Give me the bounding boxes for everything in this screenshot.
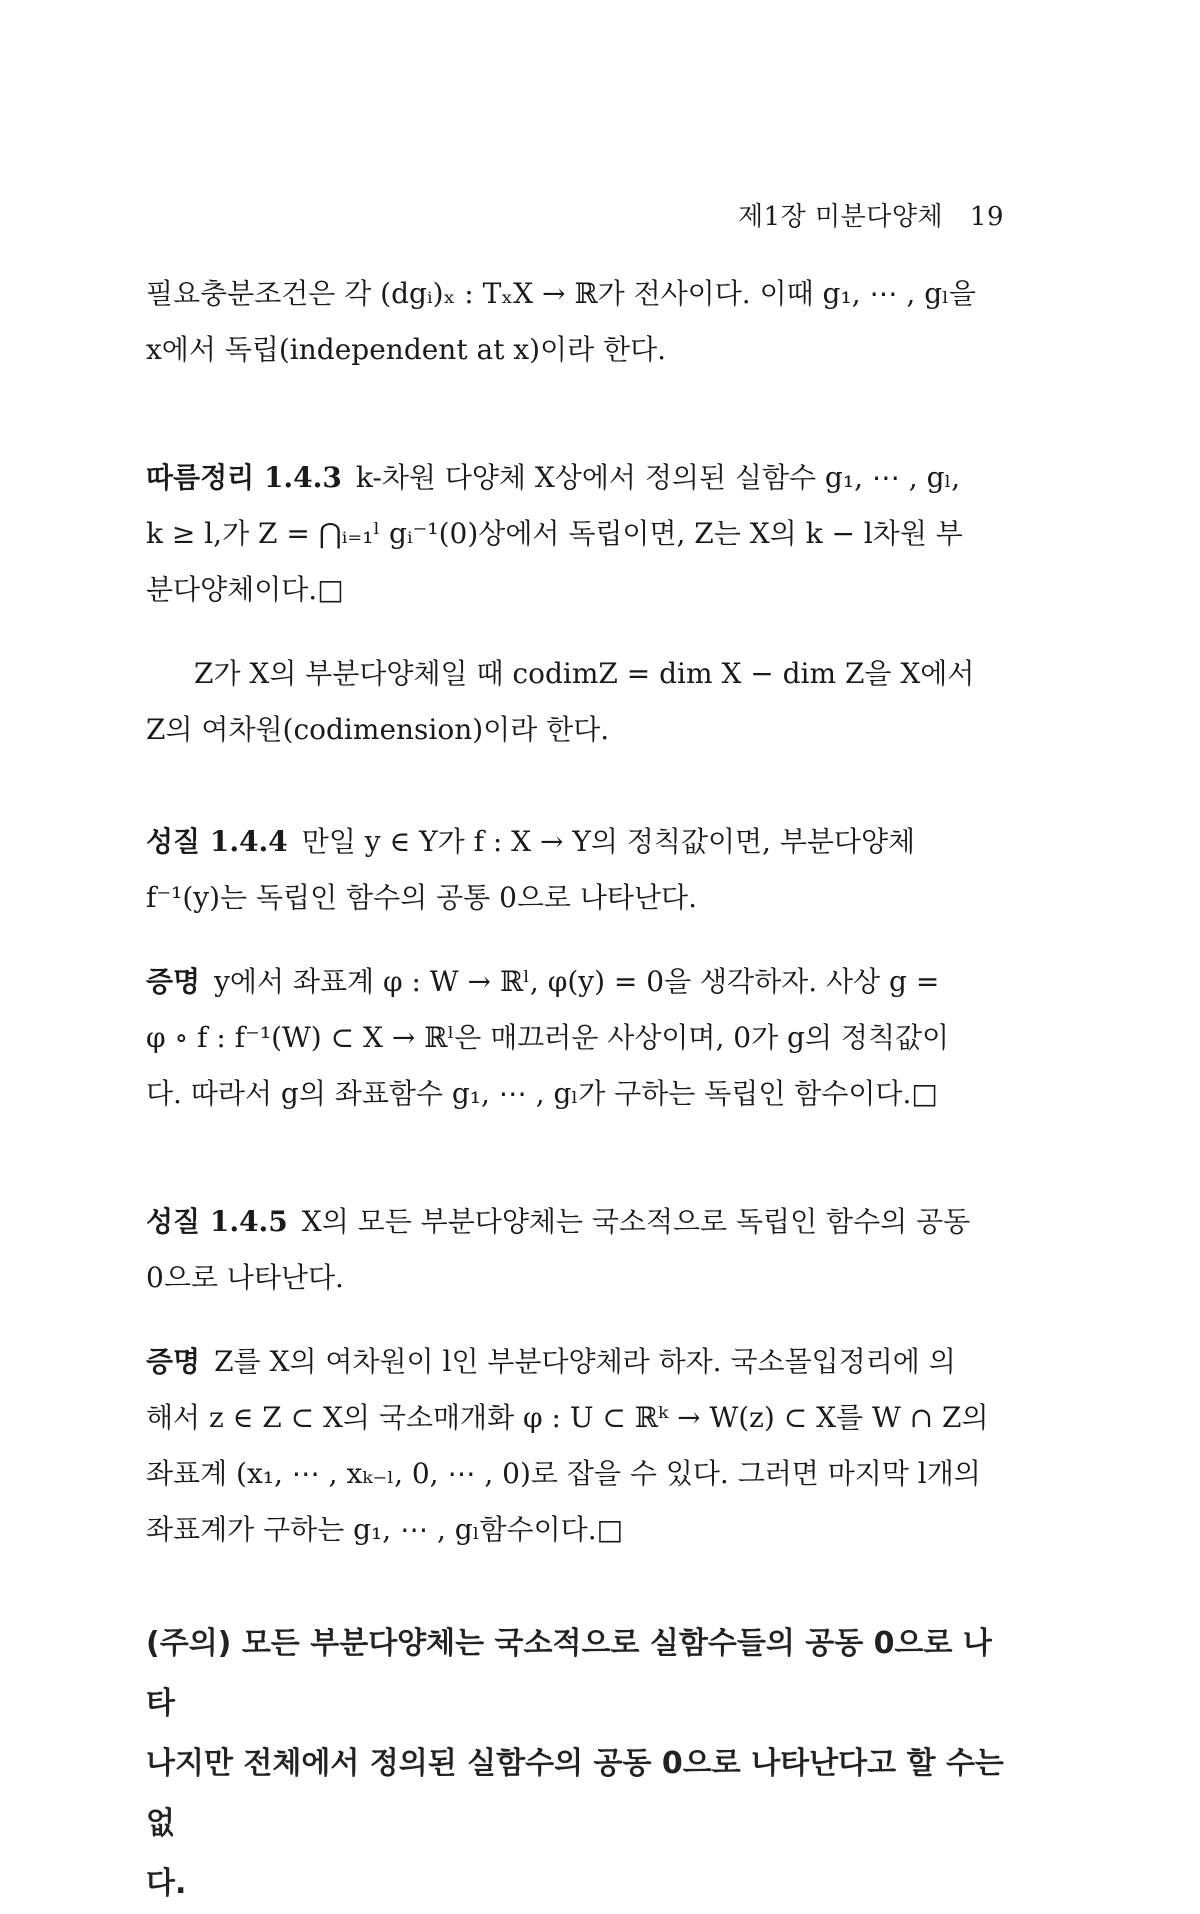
text-line: 성질 1.4.4 만일 y ∈ Y가 f : X → Y의 정칙값이면, 부분다양체 [146,825,916,858]
proof-label: 증명 [146,1345,201,1378]
text-line: (주의) 모든 부분다양체는 국소적으로 실함수들의 공동 0으로 나타 [146,1626,992,1721]
text-line: 0으로 나타난다. [146,1261,344,1294]
text-line: f⁻¹(y)는 독립인 함수의 공통 0으로 나타난다. [146,881,697,914]
property-label: 성질 1.4.4 [146,825,288,858]
proof-1-4-5 [146,1334,1016,1558]
text-line: Z가 X의 부분다양체일 때 codimZ = dim X − dim Z을 X에서 [194,657,975,690]
proof-1-4-4 [146,954,1016,1122]
text-line: 나지만 전체에서 정의된 실함수의 공동 0으로 나타난다고 할 수는 없 [146,1746,1004,1841]
text-line: x에서 독립(independent at x)이라 한다. [146,333,667,366]
text-line: 좌표계 (x₁, ⋯ , xₖ₋ₗ, 0, ⋯ , 0)로 잡을 수 있다. 그러면 마지막 l개의 [146,1457,981,1490]
text-line: k ≥ l,가 Z = ⋂ᵢ₌₁ˡ gᵢ⁻¹(0)상에서 독립이면, Z는 X의 k − l차원 부 [146,517,963,550]
paragraph-independence-definition [146,266,1016,378]
text-line: 분다양체이다.□ [146,573,344,606]
text-line: 따름정리 1.4.3 k-차원 다양체 X상에서 정의된 실함수 g₁, ⋯ , gₗ, [146,461,961,494]
property-1-4-5 [146,1194,1016,1306]
text-line: 다. [146,1866,187,1901]
corollary-1-4-3 [146,450,1016,618]
text-line: 증명 y에서 좌표계 φ : W → ℝˡ, φ(y) = 0을 생각하자. 사상 g = [146,965,940,998]
text-line: 증명 Z를 X의 여차원이 l인 부분다양체라 하자. 국소몰입정리에 의 [146,1345,956,1378]
text-line: 좌표계가 구하는 g₁, ⋯ , gₗ함수이다.□ [146,1513,624,1546]
text-line: 필요충분조건은 각 (dgᵢ)ₓ : TₓX → ℝ가 전사이다. 이때 g₁, ⋯ , gₗ을 [146,277,976,310]
text-line: φ ∘ f : f⁻¹(W) ⊂ X → ℝˡ은 매끄러운 사상이며, 0가 g의 정칙값이 [146,1021,950,1054]
text-line: 해서 z ∈ Z ⊂ X의 국소매개화 φ : U ⊂ ℝᵏ → W(z) ⊂ X를 W ∩ Z의 [146,1401,989,1434]
text-line: 다. 따라서 g의 좌표함수 g₁, ⋯ , gₗ가 구하는 독립인 함수이다.□ [146,1077,938,1110]
proof-label: 증명 [146,965,201,998]
page-body [146,266,1016,1914]
paragraph-codimension-definition [146,646,1016,758]
corollary-label: 따름정리 1.4.3 [146,461,342,494]
property-label: 성질 1.4.5 [146,1205,288,1238]
text-line: 성질 1.4.5 X의 모든 부분다양체는 국소적으로 독립인 함수의 공동 [146,1205,971,1238]
page-number: 19 [969,202,1004,232]
property-1-4-4 [146,814,1016,926]
remark-note [146,1614,1016,1914]
chapter-title: 제1장 미분다양체 [738,202,944,232]
text-line: Z의 여차원(codimension)이라 한다. [146,713,610,746]
running-header [738,196,1004,233]
